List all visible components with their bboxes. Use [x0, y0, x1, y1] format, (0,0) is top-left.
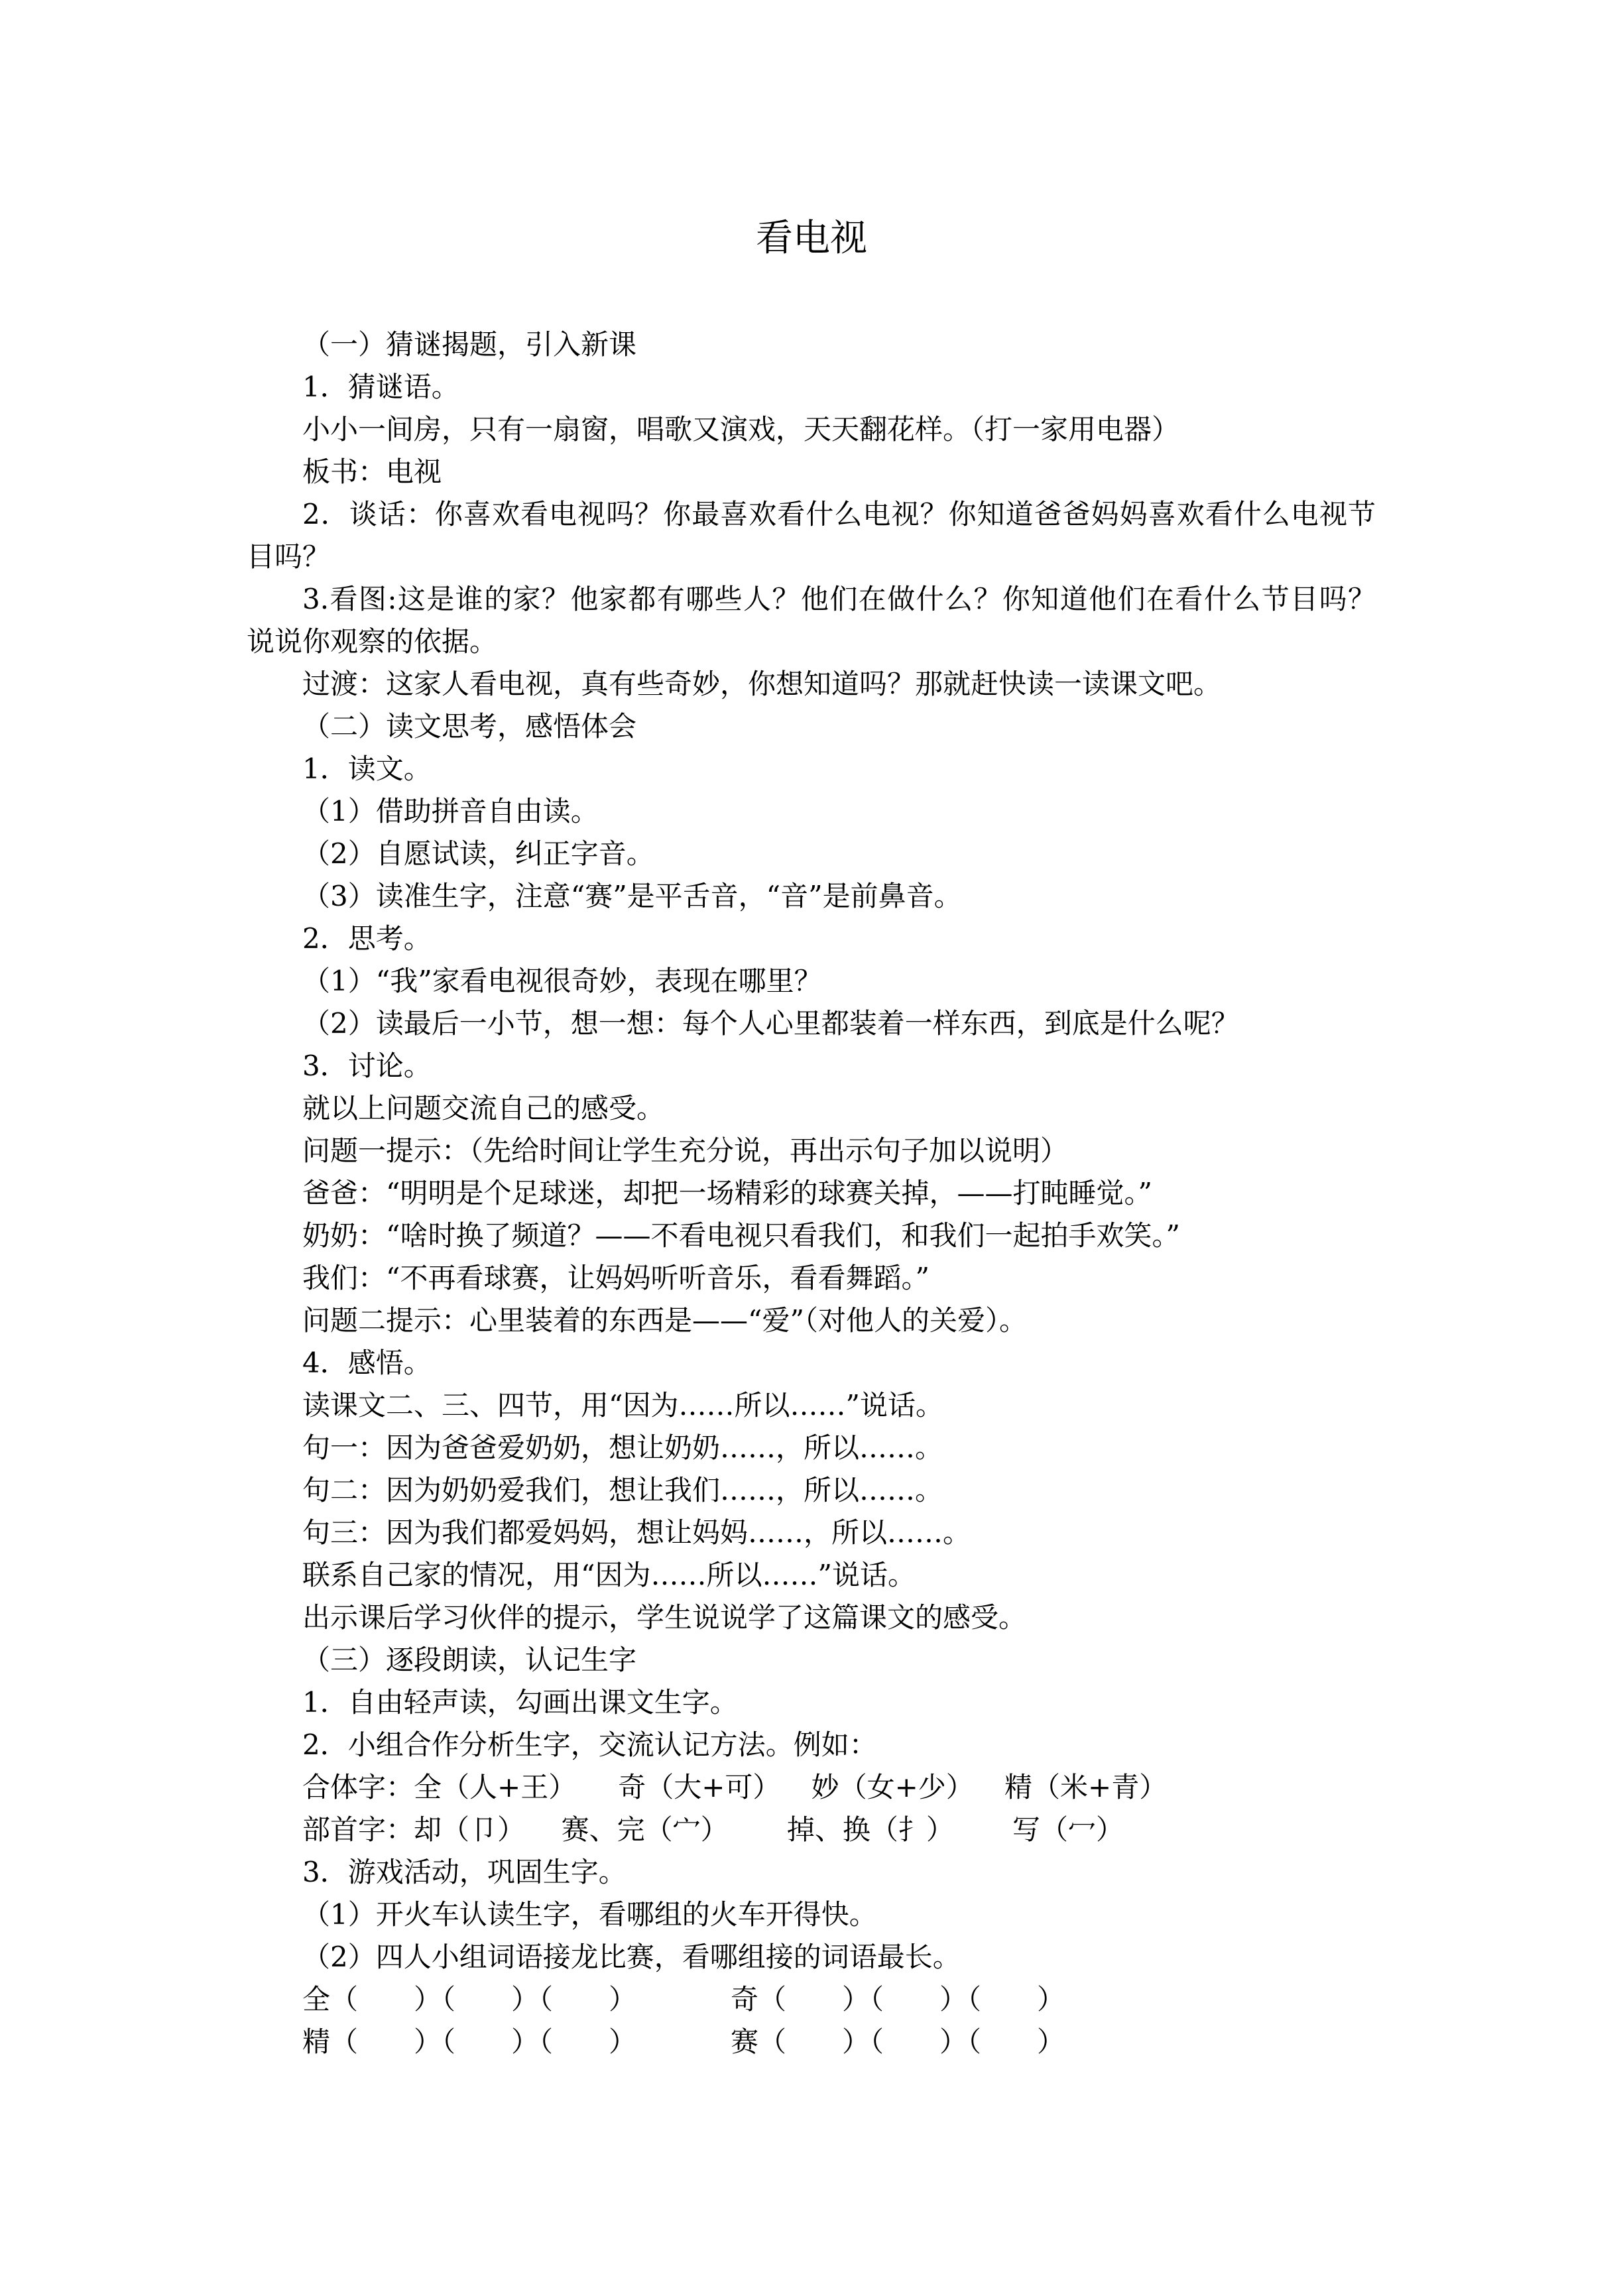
paragraph-line: 1．读文。	[302, 753, 432, 785]
compound-item: 全（人+王）	[414, 1771, 577, 1803]
fill-in-blank: （ ）	[870, 2025, 968, 2058]
fill-in-group	[731, 1978, 1065, 2021]
paragraph-line: 3．讨论。	[302, 1050, 432, 1082]
fill-in-blank: （ ）	[967, 2025, 1065, 2058]
paragraph-line: 1．猜谜语。	[302, 371, 459, 403]
radical-characters-line	[247, 1809, 1376, 1851]
paragraph-line: 2．谈话：你喜欢看电视吗？你最喜欢看什么电视？你知道爸爸妈妈喜欢看什么电视节	[302, 498, 1376, 530]
paragraph-line: 1．自由轻声读，勾画出课文生字。	[302, 1686, 738, 1719]
compound-label: 合体字：	[302, 1771, 414, 1803]
radical-item: 赛、完（宀）	[561, 1813, 729, 1846]
fill-in-blank: （ ）	[330, 2025, 442, 2058]
paragraph-line: 句一：因为爸爸爱奶奶，想让奶奶……，所以……。	[302, 1431, 943, 1464]
paragraph-line: （3）读准生字，注意“赛”是平舌音，“音”是前鼻音。	[302, 880, 962, 912]
paragraph-line: 问题二提示：心里装着的东西是——“爱”（对他人的关爱）。	[302, 1304, 1027, 1337]
fill-in-group	[302, 2025, 636, 2058]
paragraph-line-continued: 目吗？	[247, 540, 331, 573]
paragraph-line: 板书：电视	[302, 455, 442, 488]
document-title: 看电视	[756, 217, 867, 260]
section-heading: （二）读文思考，感悟体会	[302, 710, 637, 743]
fill-in-blank: （ ）	[967, 1983, 1065, 2016]
paragraph-line: 我们：“不再看球赛，让妈妈听听音乐，看看舞蹈。”	[302, 1262, 930, 1294]
paragraph-line: 3．游戏活动，巩固生字。	[302, 1856, 627, 1888]
paragraph-line: 句三：因为我们都爱妈妈，想让妈妈……，所以……。	[302, 1516, 971, 1549]
paragraph-line: （2）读最后一小节，想一想：每个人心里都装着一样东西，到底是什么呢？	[302, 1007, 1239, 1040]
paragraph-line: 2．思考。	[302, 922, 432, 955]
paragraph-line: 就以上问题交流自己的感受。	[302, 1092, 665, 1124]
section-heading: （三）逐段朗读，认记生字	[302, 1644, 637, 1676]
compound-item: 奇（大+可）	[618, 1771, 781, 1803]
fill-in-group	[731, 2021, 1065, 2063]
paragraph-line: （1）开火车认读生字，看哪组的火车开得快。	[302, 1898, 877, 1931]
fill-in-blank: （ ）	[442, 2025, 540, 2058]
fill-in-blank: （ ）	[442, 1983, 540, 2016]
paragraph-line: （2）自愿试读，纠正字音。	[302, 837, 654, 870]
paragraph-line: 3.看图:这是谁的家？他家都有哪些人？他们在做什么？你知道他们在看什么节目吗？	[302, 583, 1376, 615]
fill-in-blank: （ ）	[758, 2025, 871, 2058]
radical-label: 部首字：	[302, 1813, 414, 1846]
fill-in-blank: （ ）	[539, 1983, 637, 2016]
fill-in-blank: （ ）	[539, 2025, 637, 2058]
paragraph-line-continued: 说说你观察的依据。	[247, 625, 498, 658]
section-heading: （一）猜谜揭题，引入新课	[302, 328, 637, 361]
radical-item: 却（卩）	[414, 1813, 526, 1846]
fill-in-character: 奇	[731, 1983, 759, 2016]
paragraph-line: 2．小组合作分析生字，交流认记方法。例如：	[302, 1728, 877, 1761]
compound-characters-line	[247, 1766, 1376, 1809]
document-body	[247, 324, 1376, 2063]
paragraph-line: 小小一间房，只有一扇窗，唱歌又演戏，天天翻花样。（打一家用电器）	[302, 413, 1180, 446]
paragraph-line: 句二：因为奶奶爱我们，想让我们……，所以……。	[302, 1474, 943, 1506]
fill-in-character: 赛	[731, 2025, 759, 2058]
fill-in-row	[247, 2021, 1376, 2063]
fill-in-blank: （ ）	[758, 1983, 871, 2016]
paragraph-line: （1）“我”家看电视很奇妙，表现在哪里？	[302, 965, 822, 997]
paragraph-line: （1）借助拼音自由读。	[302, 795, 599, 827]
fill-in-row	[247, 1978, 1376, 2021]
fill-in-character: 全	[302, 1983, 331, 2016]
paragraph-line: （2）四人小组词语接龙比赛，看哪组接的词语最长。	[302, 1941, 961, 1973]
paragraph-line: 4．感悟。	[302, 1347, 432, 1379]
fill-in-blank: （ ）	[330, 1983, 442, 2016]
paragraph-line: 联系自己家的情况，用“因为……所以……”说话。	[302, 1559, 916, 1591]
paragraph-line: 出示课后学习伙伴的提示，学生说说学了这篇课文的感受。	[302, 1601, 1027, 1634]
radical-item: 写（冖）	[1012, 1813, 1124, 1846]
compound-item: 精（米+青）	[1004, 1771, 1168, 1803]
fill-in-group	[302, 1983, 636, 2016]
paragraph-line: 爸爸：“明明是个足球迷，却把一场精彩的球赛关掉，——打盹睡觉。”	[302, 1177, 1152, 1209]
fill-in-blank: （ ）	[870, 1983, 968, 2016]
paragraph-line: 过渡：这家人看电视，真有些奇妙，你想知道吗？那就赶快读一读课文吧。	[302, 668, 1222, 700]
compound-item: 妙（女+少）	[811, 1771, 974, 1803]
paragraph-line: 奶奶：“啥时换了频道？——不看电视只看我们，和我们一起拍手欢笑。”	[302, 1219, 1180, 1252]
paragraph-line: 问题一提示：（先给时间让学生充分说，再出示句子加以说明）	[302, 1134, 1069, 1167]
radical-item: 掉、换（扌）	[786, 1813, 954, 1846]
paragraph-line: 读课文二、三、四节，用“因为……所以……”说话。	[302, 1389, 943, 1421]
fill-in-character: 精	[302, 2025, 331, 2058]
